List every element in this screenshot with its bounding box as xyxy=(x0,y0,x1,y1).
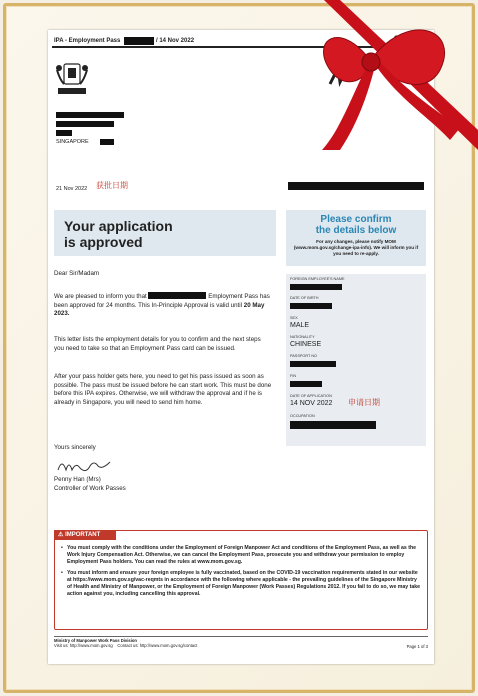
address-country: SINGAPORE xyxy=(56,139,89,145)
passport-label: PASSPORT NO xyxy=(290,354,318,358)
footer xyxy=(54,638,428,648)
redaction xyxy=(290,284,342,290)
occupation-label: OCCUPATION xyxy=(290,414,315,418)
fin-label: FIN xyxy=(290,374,297,378)
confirm-note: For any changes, please notify MOM (www.mom.gov.sg/change-ipa-info). We will inform you if you need to re-apply. xyxy=(293,239,419,256)
application-date-label: DATE OF APPLICATION xyxy=(290,394,332,398)
redaction xyxy=(148,292,206,299)
employment-details xyxy=(286,274,426,446)
redaction xyxy=(290,361,336,367)
footer-website: Visit us: http://www.mom.gov.sg xyxy=(54,643,113,648)
name-label: FOREIGN EMPLOYEE'S NAME xyxy=(290,277,345,281)
application-date-value: 14 NOV 2022 xyxy=(290,400,333,407)
next-steps-paragraph: After your pass holder gets here, you need to get his pass issued as soon as possible. The pass must be issued before he can start work. This must be done before this IPA expires. Otherwise, we will withdraw the approval and if he is already in Singapore, you will need to send him home. xyxy=(54,373,272,406)
redaction xyxy=(100,139,114,145)
important-item: • You must inform and ensure your foreign employee is fully vaccinated, based on the COVID-19 vaccination requirements stated in our website at https://www.mom.gov.sg/vac-reqmts in accordance with the following where applicable - the prevailing guidelines of the Singapore Ministry of Health and Ministry of Manpower, or the Employment of Foreign Manpower (Work Passes) Regulations 2012. If you fail to do so, we may take action against you, including cancelling this approval. xyxy=(61,570,421,599)
redaction xyxy=(290,381,322,387)
approval-paragraph: We are pleased to inform you that Employment Pass has been approved for 24 months. This In-Principle Approval is valid until 20 May 2023. xyxy=(54,293,270,318)
signatory-title: Controller of Work Passes xyxy=(54,485,126,492)
approval-date-annotation: 获批日期 xyxy=(96,181,128,190)
important-tag: ⚠ IMPORTANT xyxy=(54,530,116,540)
letter-date: 21 Nov 2022 xyxy=(56,186,88,192)
important-notice xyxy=(54,530,428,630)
page-number: Page 1 of 3 xyxy=(406,644,428,649)
dob-label: DATE OF BIRTH xyxy=(290,296,319,300)
redaction xyxy=(56,112,124,118)
redaction xyxy=(290,303,332,309)
coat-of-arms-icon xyxy=(54,60,90,98)
closing: Yours sincerely xyxy=(54,444,96,451)
sex-label: SEX xyxy=(290,316,298,320)
application-date-annotation: 申请日期 xyxy=(348,398,380,407)
signature-icon xyxy=(56,456,112,474)
sex-value: MALE xyxy=(290,322,310,329)
nationality-label: NATIONALITY xyxy=(290,335,315,339)
valid-until-date: 20 May 2023 xyxy=(54,301,265,318)
details-paragraph: This letter lists the employment details for you to confirm and the next steps you need to take so that an Employment Pass card can be issued. xyxy=(54,336,261,352)
signatory-name: Penny Han (Mrs) xyxy=(54,476,101,483)
nationality-value: CHINESE xyxy=(290,341,322,348)
confirm-banner xyxy=(286,210,426,266)
footer-division: Ministry of Manpower Work Pass Division xyxy=(54,638,137,643)
redaction xyxy=(288,182,424,190)
redaction xyxy=(56,130,72,136)
redaction xyxy=(124,37,154,45)
important-item: • You must comply with the conditions under the Employment of Foreign Manpower Act and conditions of the Employment Pass, as well as the Work Injury Compensation Act. Otherwise, we can cancel the Employment Pass, prosecute you and withdraw your permission to employ Employment Pass holders. You can read the rules at www.mom.gov.sg. xyxy=(61,545,421,567)
header-title: IPA - Employment Pass xyxy=(54,38,121,44)
approved-banner xyxy=(54,210,276,256)
footer-contact: Contact us: http://www.mom.gov.sg/contact xyxy=(117,643,198,648)
redaction xyxy=(56,121,114,127)
redaction xyxy=(290,421,376,429)
gift-ribbon-bow-icon xyxy=(300,0,478,160)
confirm-title: Please confirm the details below xyxy=(315,214,397,236)
approved-headline: Your application is approved xyxy=(64,218,173,250)
warning-icon: ⚠ xyxy=(58,532,64,538)
greeting: Dear Sir/Madam xyxy=(54,270,100,277)
header-date: / 14 Nov 2022 xyxy=(156,38,195,44)
important-list xyxy=(61,545,421,601)
footer-rule xyxy=(54,636,428,637)
